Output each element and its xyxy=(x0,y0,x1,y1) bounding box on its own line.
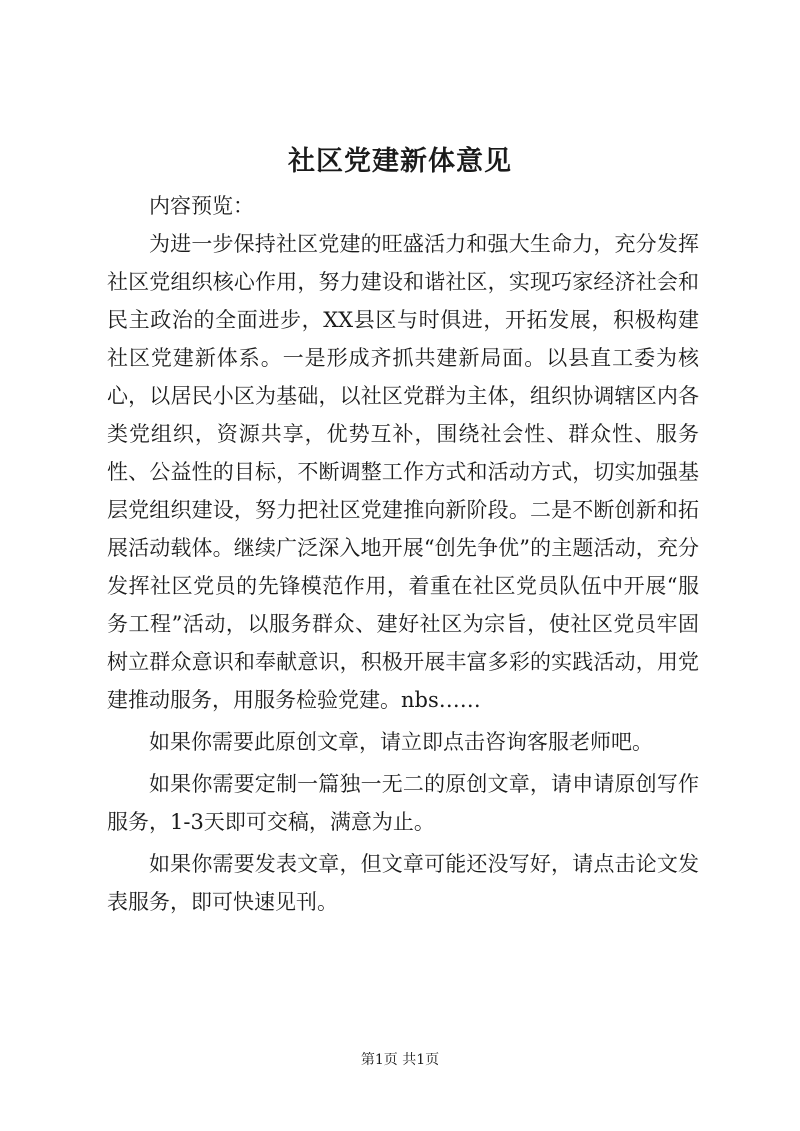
preview-label: 内容预览： xyxy=(149,194,254,218)
page-title: 社区党建新体意见 xyxy=(288,146,512,177)
notice-consult-link[interactable]: 如果你需要此原创文章，请立即点击咨询客服老师吧。 xyxy=(149,730,653,754)
page-footer: 第1页 共1页 xyxy=(360,1052,440,1068)
document-body xyxy=(107,187,699,925)
notice-custom-writing-link[interactable]: 如果你需要定制一篇独一无二的原创文章，请申请原创写作服务，1-3天即可交稿，满意为止。 xyxy=(107,772,699,834)
main-paragraph: 为进一步保持社区党建的旺盛活力和强大生命力，充分发挥社区党组织核心作用，努力建设和谐社区，实现巧家经济社会和民主政治的全面进步，XX县区与时俱进，开拓发展，积极构建社区党建新体系。一是形成齐抓共建新局面。以县直工委为核心，以居民小区为基础，以社区党群为主体，组织协调辖区内各类党组织，资源共享，优势互补，围绕社会性、群众性、服务性、公益性的目标，不断调整工作方式和活动方式，切实加强基层党组织建设，努力把社区党建推向新阶段。二是不断创新和拓展活动载体。继续广泛深入地开展“创先争优”的主题活动，充分发挥社区党员的先锋模范作用，着重在社区党员队伍中开展“服务工程”活动，以服务群众、建好社区为宗旨，使社区党员牢固树立群众意识和奉献意识，积极开展丰富多彩的实践活动，用党建推动服务，用服务检验党建。nbs…… xyxy=(107,232,699,712)
notice-publish-link[interactable]: 如果你需要发表文章，但文章可能还没写好，请点击论文发表服务，即可快速见刊。 xyxy=(107,852,699,914)
